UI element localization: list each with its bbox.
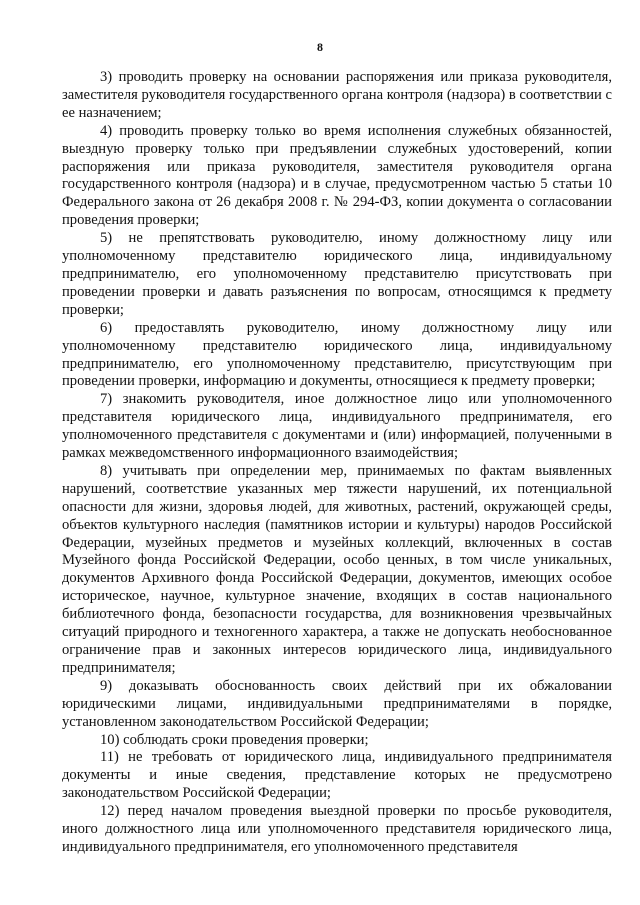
paragraph-item-6: 6) предоставлять руководителю, иному должностному лицу или уполномоченному представителю юридического лица, индивидуальному предпринимателю, его уполномоченному представителю, присутствующим при проведении проверки, информацию и документы, относящиеся к предмету проверки; — [62, 319, 612, 390]
paragraph-item-10: 10) соблюдать сроки проведения проверки; — [100, 731, 369, 748]
paragraph-item-11: 11) не требовать от юридического лица, индивидуального предпринимателя документы и иные сведения, представление которых не предусмотрено законодательством Российской Федерации; — [62, 749, 612, 802]
paragraph-item-12: 12) перед началом проведения выездной проверки по просьбе руководителя, иного должностного лица или уполномоченного представителя юридического лица, индивидуального предпринимателя, его уполномоченного представителя — [62, 803, 612, 855]
paragraph-item-8: 8) учитывать при определении мер, принимаемых по фактам выявленных нарушений, соответствие указанных мер тяжести нарушений, их потенциальной опасности для жизни, здоровья людей, для животных, растений, окружающей среды, объектов культурного наследия (памятников истории и культуры) народов Российской Федерации, музейных предметов и музейных коллекций, включенных в состав Музейного фонда Российской Федерации, особо ценных, в том числе уникальных, документов Архивного фонда Российской Федерации, документов, имеющих особое историческое, научное, культурное значение, входящих в состав национального библиотечного фонда, безопасности государства, для возникновения чрезвычайных ситуаций природного и техногенного характера, а также не допускать необоснованное ограничение прав и законных интересов юридического лица, индивидуального предпринимателя; — [62, 462, 612, 676]
paragraph-item-3: 3) проводить проверку на основании распоряжения или приказа руководителя, заместителя руководителя государственного органа контроля (надзора) в соответствии с ее назначением; — [62, 69, 612, 121]
paragraph-item-9: 9) доказывать обоснованность своих действий при их обжаловании юридическими лицами, индивидуальными предпринимателями в порядке, установленном законодательством Российской Федерации; — [62, 677, 612, 730]
paragraph-item-5: 5) не препятствовать руководителю, иному должностному лицу или уполномоченному представителю юридического лица, индивидуальному предпринимателю, его уполномоченному представителю присутствовать при проведении проверки и давать разъяснения по вопросам, относящимся к предмету проверки; — [62, 230, 612, 318]
paragraph-item-4: 4) проводить проверку только во время исполнения служебных обязанностей, выездную проверку только при предъявлении служебных удостоверений, копии распоряжения или приказа руководителя, заместителя руководителя органа государственного контроля (надзора) и в случае, предусмотренном частью 5 статьи 10 Федерального закона от 26 декабря 2008 г. № 294-ФЗ, копии документа о согласовании проведения проверки; — [62, 122, 612, 229]
document-body — [62, 69, 612, 857]
paragraph-item-7: 7) знакомить руководителя, иное должностное лицо или уполномоченного представителя юридического лица, индивидуального предпринимателя, его уполномоченного представителя с документами и (или) информацией, полученными в рамках межведомственного информационного взаимодействия; — [62, 391, 612, 462]
page-number: 8 — [317, 40, 323, 54]
